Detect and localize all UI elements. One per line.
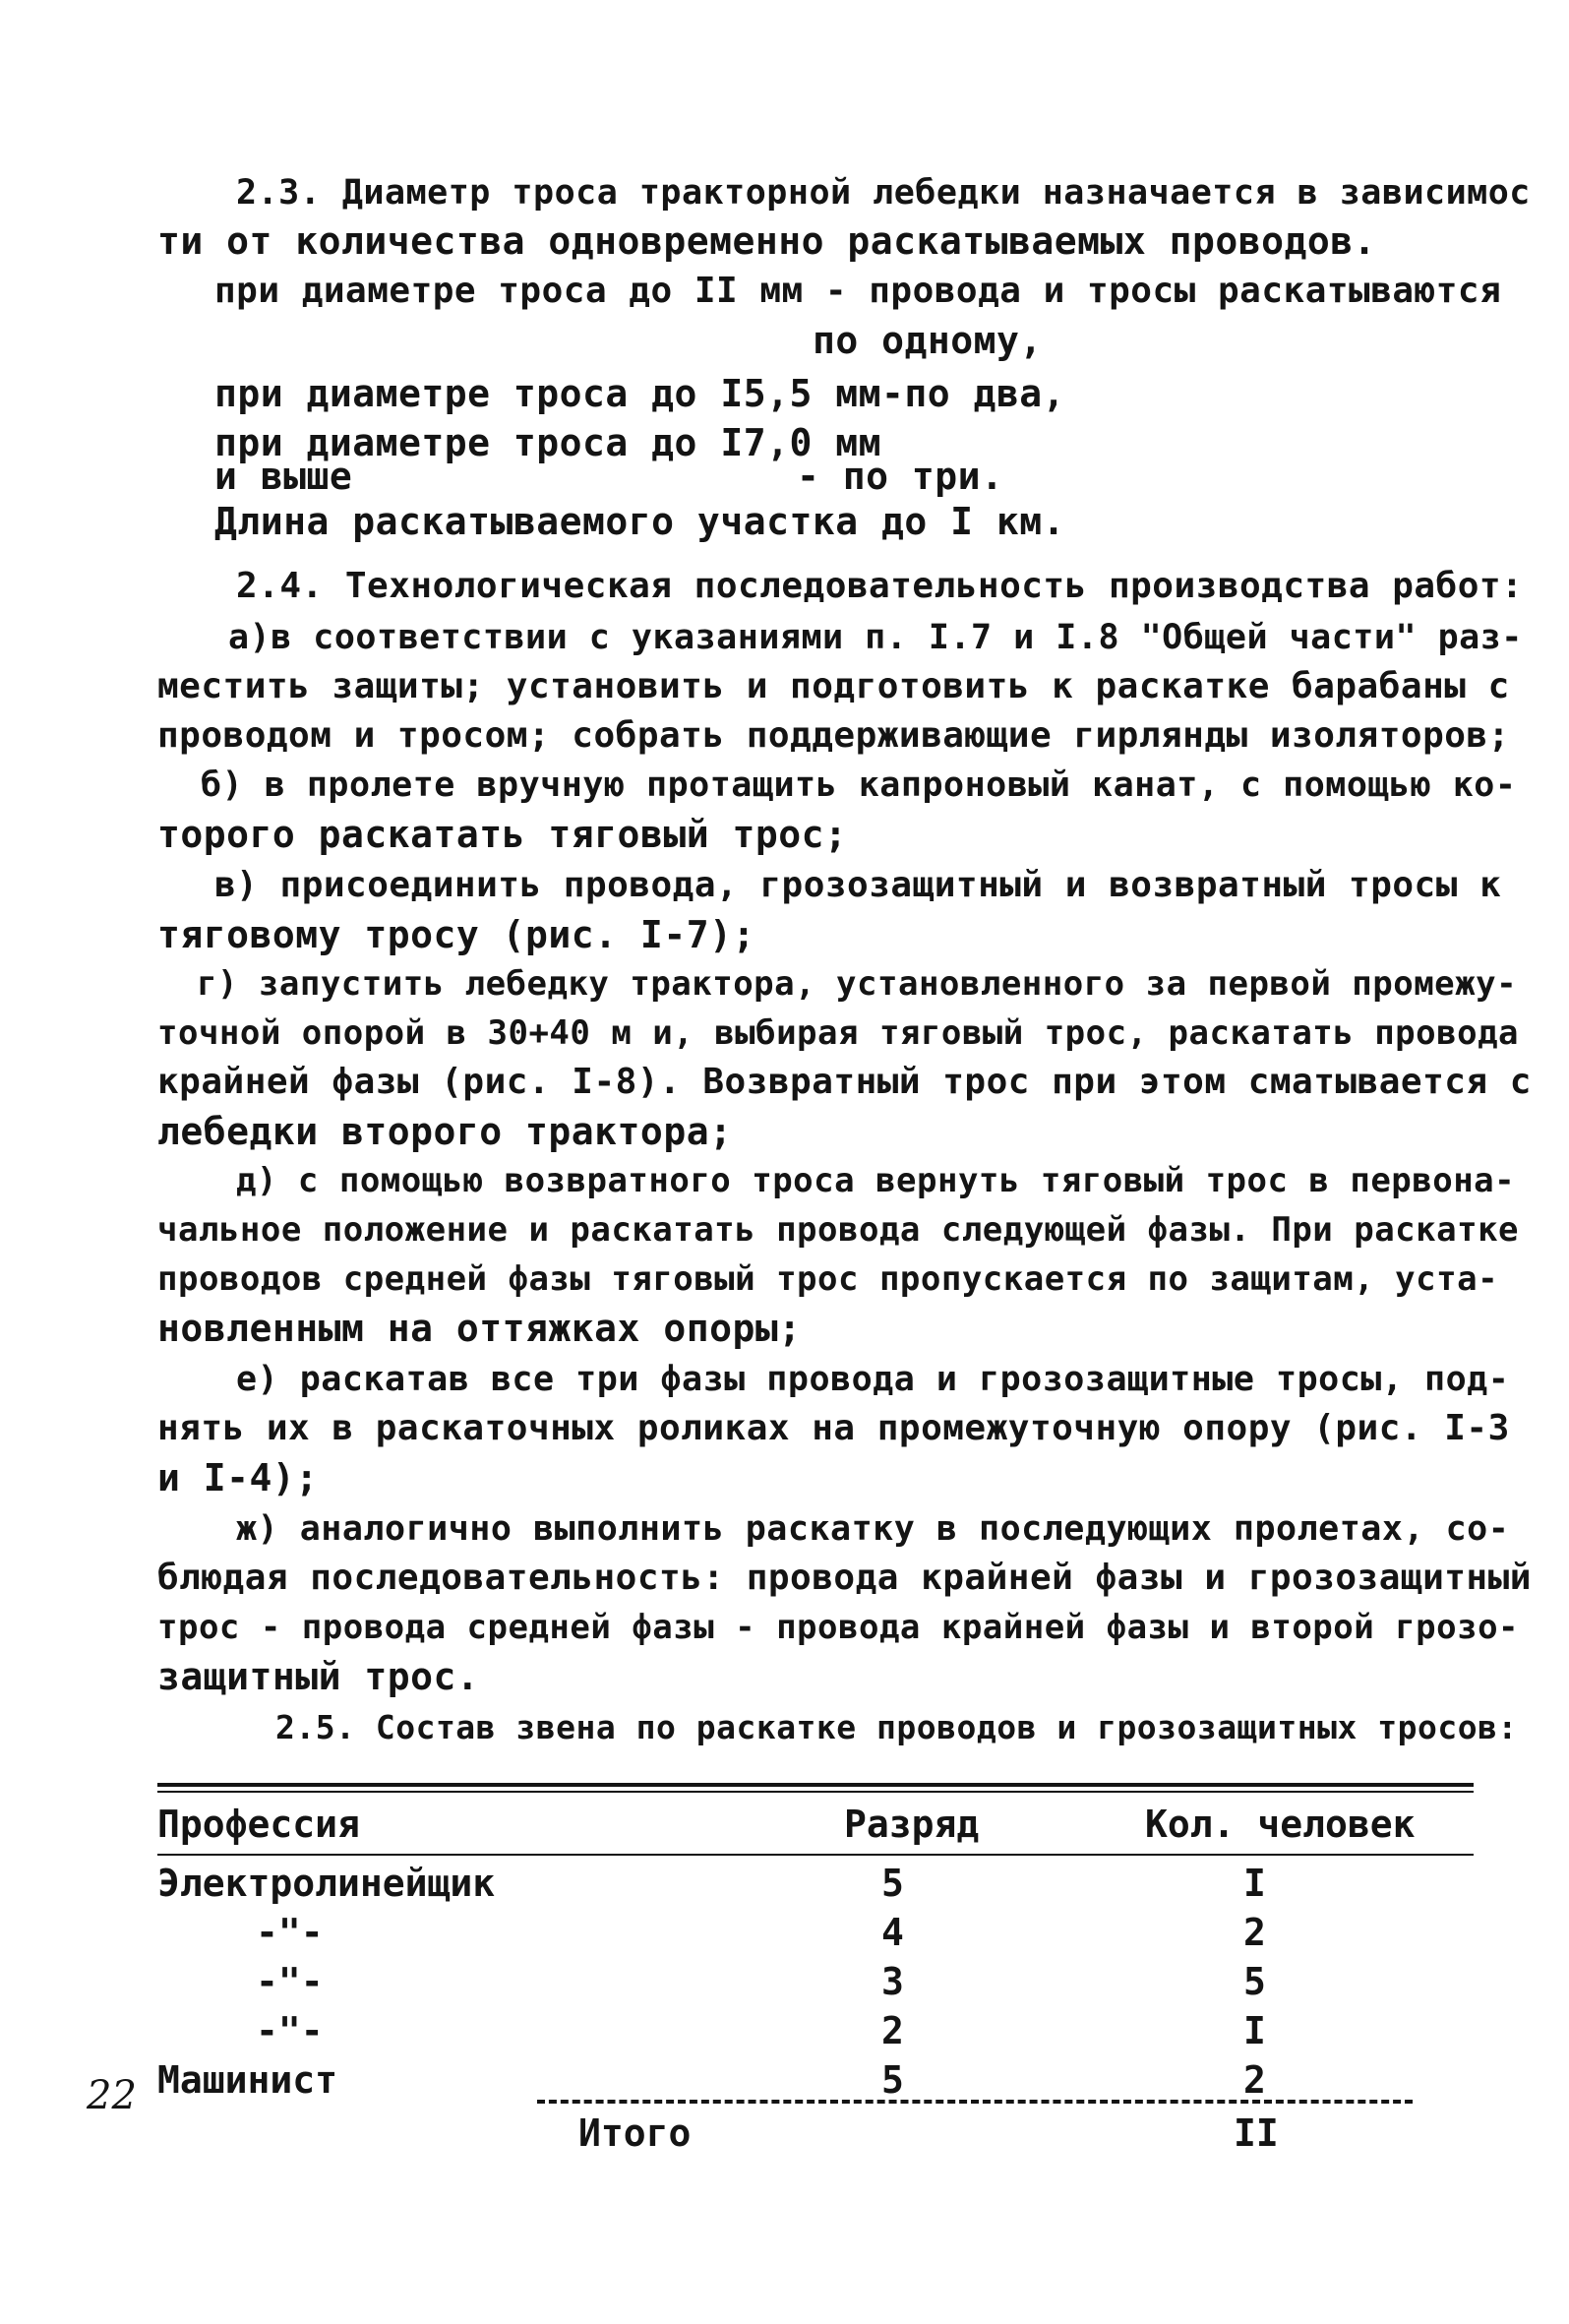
table-row-2-profession: -"- (256, 1911, 324, 1954)
page-number: 22 (87, 2073, 137, 2118)
table-row-1-grade: 5 (881, 1862, 904, 1905)
p23-line-4: по одному, (813, 319, 1043, 362)
table-row-2-count: 2 (1243, 1911, 1266, 1954)
table-row-3-grade: 3 (881, 1960, 904, 2003)
p24-line-14: чальное положение и раскатать провода следующей фазы. При раскатке (157, 1210, 1520, 1250)
p24-line-19: и I-4); (157, 1456, 319, 1499)
table-row-4-grade: 2 (881, 2009, 904, 2052)
table-row-2-grade: 4 (881, 1911, 904, 1954)
p24-line-10: точной опорой в 30+40 м и, выбирая тяговый трос, раскатать провода (157, 1013, 1520, 1053)
table-row-5-count: 2 (1243, 2058, 1266, 2102)
p24-line-12: лебедки второго трактора; (157, 1110, 733, 1153)
p24-line-11: крайней фазы (рис. I-8). Возвратный трос при этом сматывается с (157, 1062, 1532, 1102)
p24-line-23: защитный трос. (157, 1655, 480, 1698)
p24-line-3: местить защиты; установить и подготовить к раскатке барабаны с (157, 666, 1510, 706)
p23-line-9: Длина раскатываемого участка до I км. (214, 500, 1065, 543)
table-total-dashed-rule (537, 2100, 1413, 2104)
table-row-5-grade: 5 (881, 2058, 904, 2102)
p24-line-15: проводов средней фазы тяговый трос пропускается по защитам, уста- (157, 1259, 1499, 1299)
p23-line-3: при диаметре троса до II мм - провода и тросы раскатываются (214, 271, 1502, 311)
p24-line-18: нять их в раскаточных роликах на промежуточную опору (рис. I-3 (157, 1408, 1510, 1448)
p24-line-4: проводом и тросом; собрать поддерживающие гирлянды изоляторов; (157, 715, 1510, 756)
p24-line-13: д) с помощью возвратного троса вернуть тяговый трос в первона- (236, 1161, 1516, 1200)
p23-line-8: - по три. (797, 455, 1004, 498)
table-header-count: Кол. человек (1145, 1803, 1416, 1846)
p23-line-2: ти от количества одновременно раскатываемых проводов. (157, 219, 1377, 263)
table-row-1-count: I (1243, 1862, 1266, 1905)
p24-line-7: в) присоединить провода, грозозащитный и возвратный тросы к (214, 865, 1502, 905)
table-row-3-count: 5 (1243, 1960, 1266, 2003)
p24-line-9: г) запустить лебедку трактора, установленного за первой промежу- (197, 964, 1518, 1004)
p24-line-8: тяговому тросу (рис. I-7); (157, 913, 755, 956)
table-row-1-profession: Электролинейщик (157, 1862, 496, 1905)
table-top-rule (157, 1783, 1474, 1787)
p24-line-17: е) раскатав все три фазы провода и грозозащитные тросы, под- (236, 1360, 1510, 1399)
p25-line: 2.5. Состав звена по раскатке проводов и грозозащитных тросов: (275, 1708, 1518, 1746)
p24-line-16: новленным на оттяжках опоры; (157, 1307, 802, 1350)
p24-line-2: а)в соответствии с указаниями п. I.7 и I.8 "Общей части" раз- (228, 618, 1523, 657)
table-top-rule-2 (157, 1791, 1474, 1793)
table-header-rule (157, 1854, 1474, 1856)
p24-line-5: б) в пролете вручную протащить капроновый канат, с помощью ко- (201, 765, 1517, 805)
table-row-4-count: I (1243, 2009, 1266, 2052)
table-total-label: Итого (578, 2111, 692, 2155)
p23-line-6: при диаметре троса до I7,0 мм (214, 421, 881, 464)
p23-line-7: и выше (214, 455, 353, 498)
p23-line-5: при диаметре троса до I5,5 мм-по два, (214, 372, 1065, 415)
table-total-value: II (1234, 2111, 1279, 2155)
p24-line-22: трос - провода средней фазы - провода крайней фазы и второй грозо- (157, 1608, 1520, 1647)
p24-line-6: торого раскатать тяговый трос; (157, 813, 848, 856)
table-header-grade: Разряд (844, 1803, 980, 1846)
table-header-profession: Профессия (157, 1803, 360, 1846)
p24-line-1: 2.4. Технологическая последовательность производства работ: (236, 566, 1524, 606)
table-row-5-profession: Машинист (157, 2058, 338, 2102)
p23-line-1: 2.3. Диаметр троса тракторной лебедки назначается в зависимос (236, 173, 1531, 213)
p24-line-21: блюдая последовательность: провода крайней фазы и грозозащитный (157, 1558, 1532, 1598)
p24-line-20: ж) аналогично выполнить раскатку в последующих пролетах, со- (236, 1509, 1510, 1549)
table-row-4-profession: -"- (256, 2009, 324, 2052)
table-row-3-profession: -"- (256, 1960, 324, 2003)
